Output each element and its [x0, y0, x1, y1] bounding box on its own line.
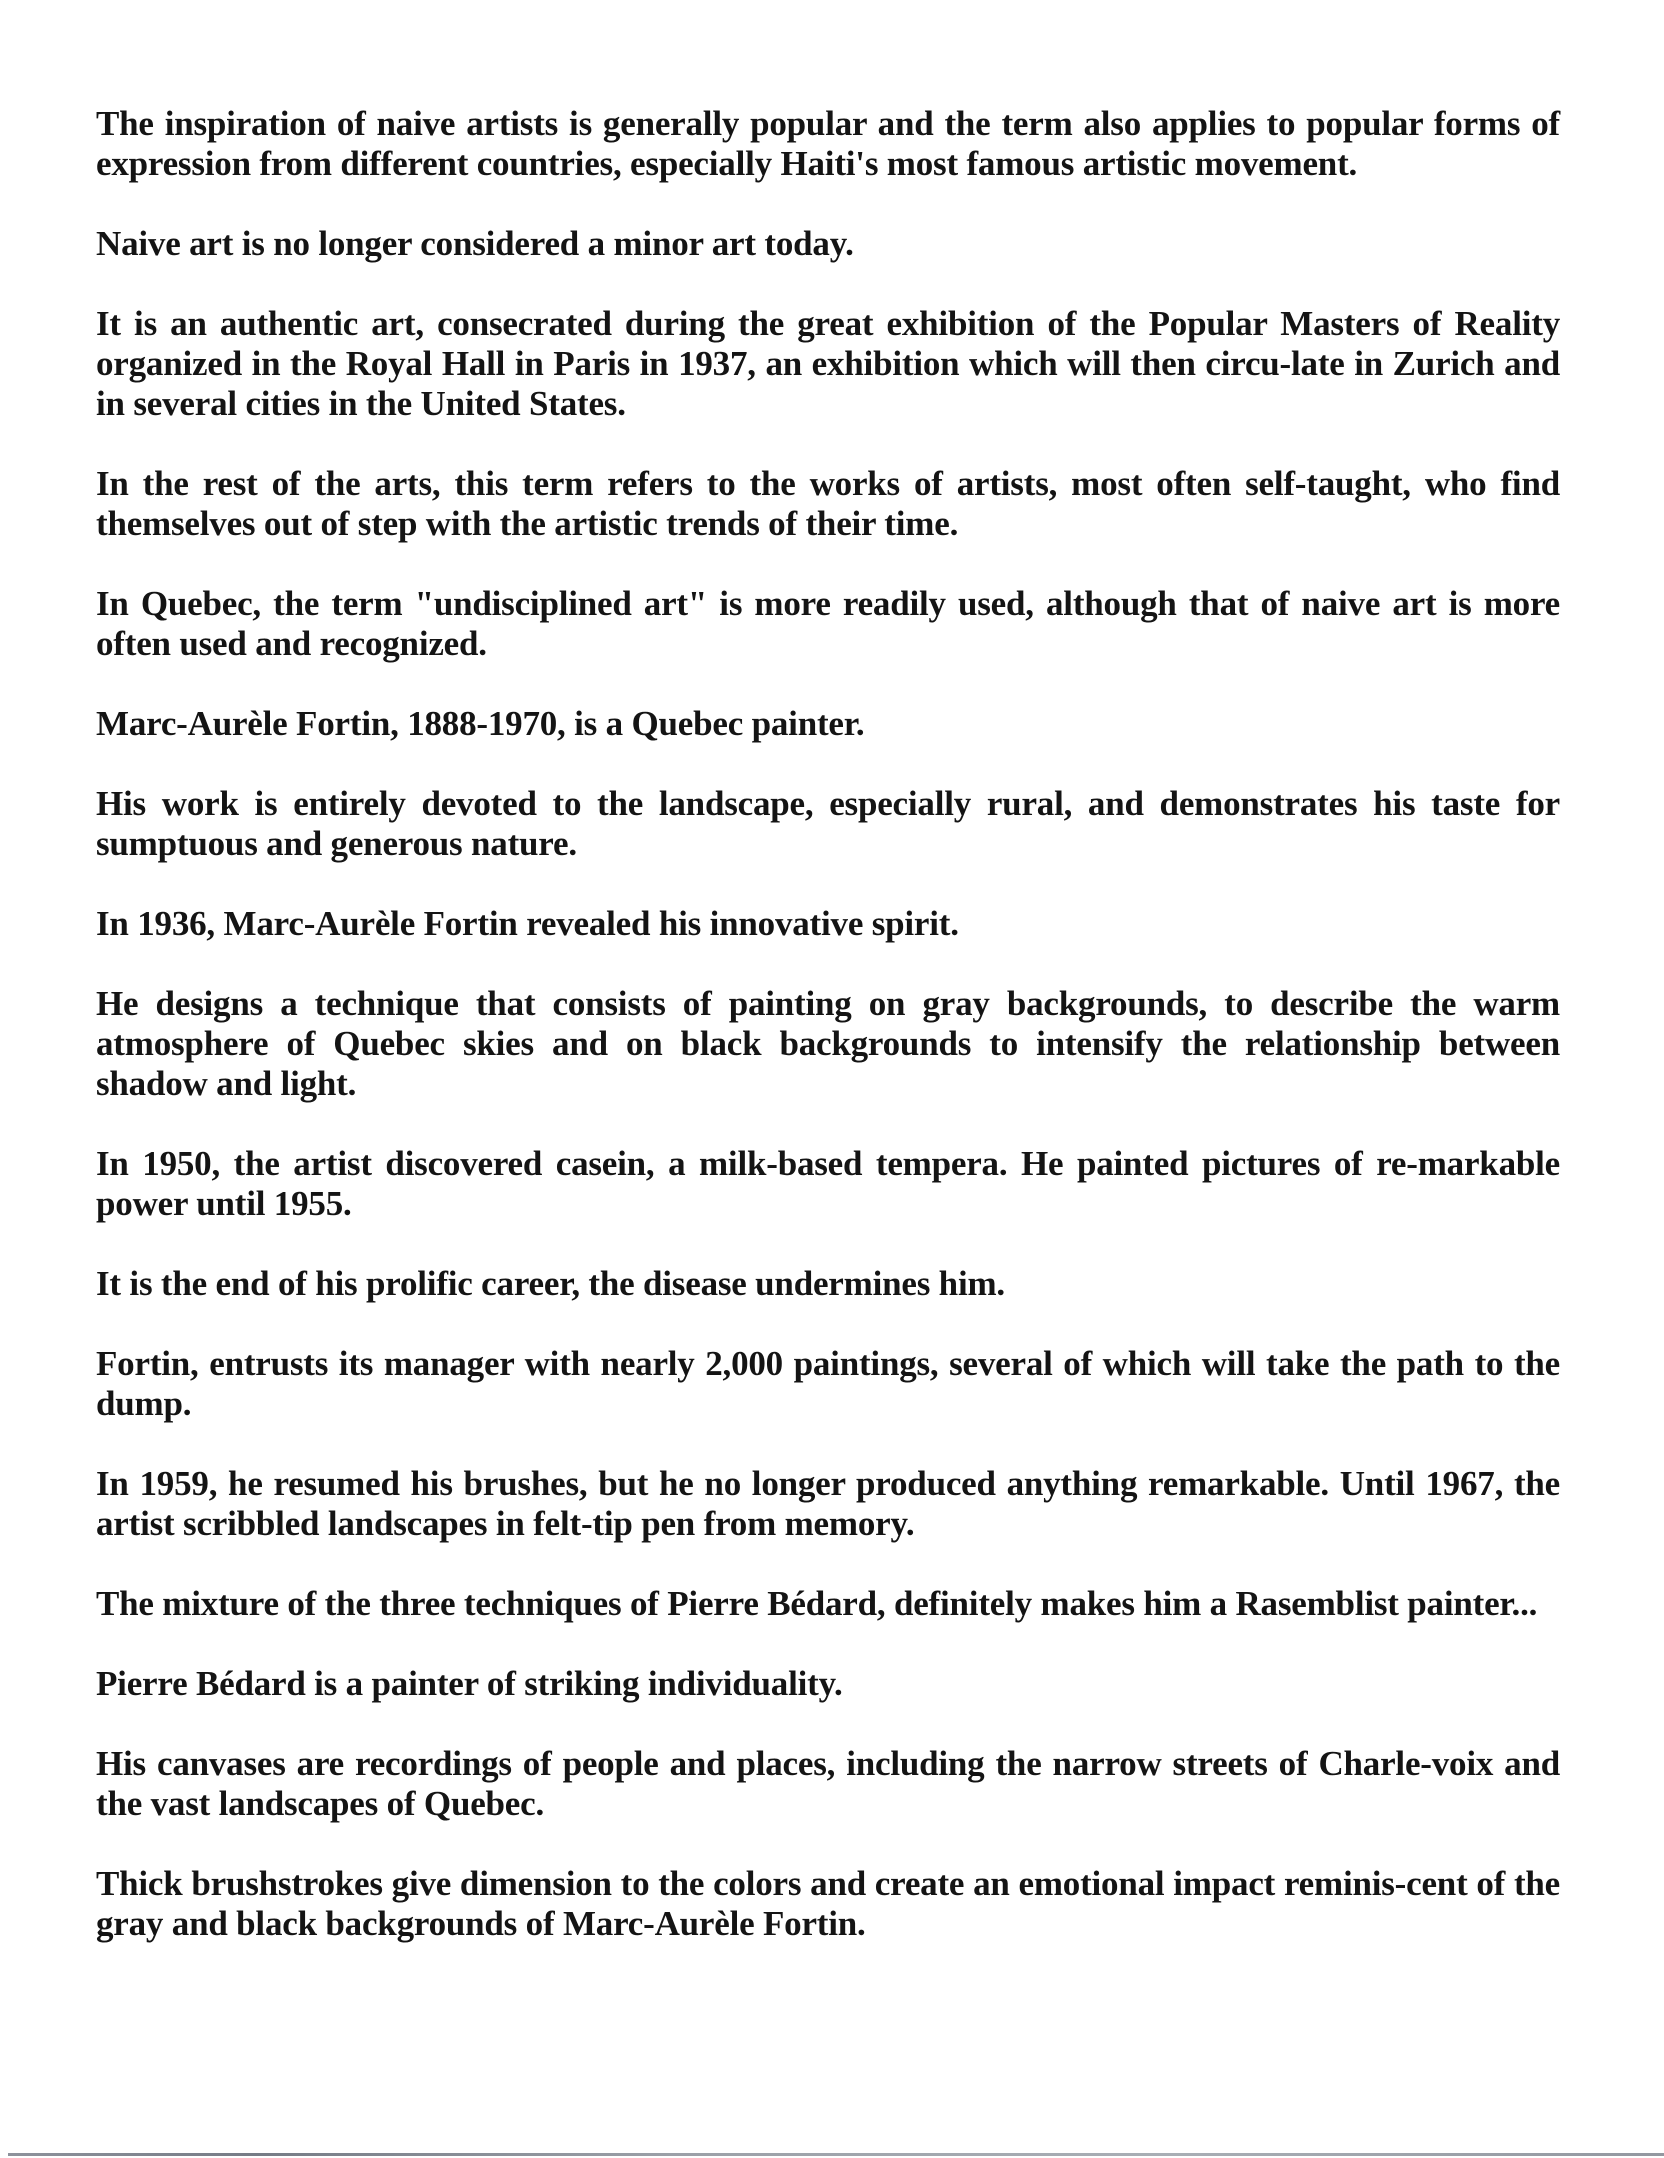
paragraph-bedard-brushstrokes: Thick brushstrokes give dimension to the colors and create an emotional impact reminis-cent of the gray and black backgrounds of Marc-Aurèle Fortin. [96, 1864, 1560, 1943]
paragraph-fortin-technique: He designs a technique that consists of painting on gray backgrounds, to describe the warm atmosphere of Quebec skies and on black backgrounds to intensify the relationship between shadow and light. [96, 984, 1560, 1103]
scan-edge-divider [8, 2153, 1664, 2156]
paragraph-bedard-individuality: Pierre Bédard is a painter of striking individuality. [96, 1664, 843, 1703]
paragraph-bedard-techniques: The mixture of the three techniques of Pierre Bédard, definitely makes him a Rasemblist painter... [96, 1584, 1538, 1623]
paragraph-quebec-undisciplined-art: In Quebec, the term "undisciplined art" is more readily used, although that of naive art is more often used and recognized. [96, 584, 1560, 663]
paragraph-naive-art-not-minor: Naive art is no longer considered a minor art today. [96, 224, 854, 263]
paragraph-authentic-art-exhibition: It is an authentic art, consecrated during the great exhibition of the Popular Masters of Reality organized in the Royal Hall in Paris in 1937, an exhibition which will then circu-late in Zurich and in several cities in the United States. [96, 304, 1560, 423]
paragraph-fortin-intro: Marc-Aurèle Fortin, 1888-1970, is a Quebec painter. [96, 704, 865, 743]
paragraph-fortin-1959: In 1959, he resumed his brushes, but he no longer produced anything remarkable. Until 1967, the artist scribbled landscapes in felt-tip pen from memory. [96, 1464, 1560, 1543]
paragraph-fortin-landscape: His work is entirely devoted to the landscape, especially rural, and demonstrates his taste for sumptuous and generous nature. [96, 784, 1560, 863]
paragraph-fortin-1950-casein: In 1950, the artist discovered casein, a milk-based tempera. He painted pictures of re-markable power until 1955. [96, 1144, 1560, 1223]
paragraph-rest-of-arts: In the rest of the arts, this term refers to the works of artists, most often self-taught, who find themselves out of step with the artistic trends of their time. [96, 464, 1560, 543]
paragraph-fortin-1936: In 1936, Marc-Aurèle Fortin revealed his innovative spirit. [96, 904, 959, 943]
paragraph-fortin-career-end: It is the end of his prolific career, the disease undermines him. [96, 1264, 1005, 1303]
document-page [96, 104, 1560, 1984]
paragraph-fortin-paintings-manager: Fortin, entrusts its manager with nearly 2,000 paintings, several of which will take the path to the dump. [96, 1344, 1560, 1423]
paragraph-bedard-canvases: His canvases are recordings of people and places, including the narrow streets of Charle-voix and the vast landscapes of Quebec. [96, 1744, 1560, 1823]
paragraph-naive-artists-inspiration: The inspiration of naive artists is generally popular and the term also applies to popular forms of expression from different countries, especially Haiti's most famous artistic movement. [96, 104, 1560, 183]
